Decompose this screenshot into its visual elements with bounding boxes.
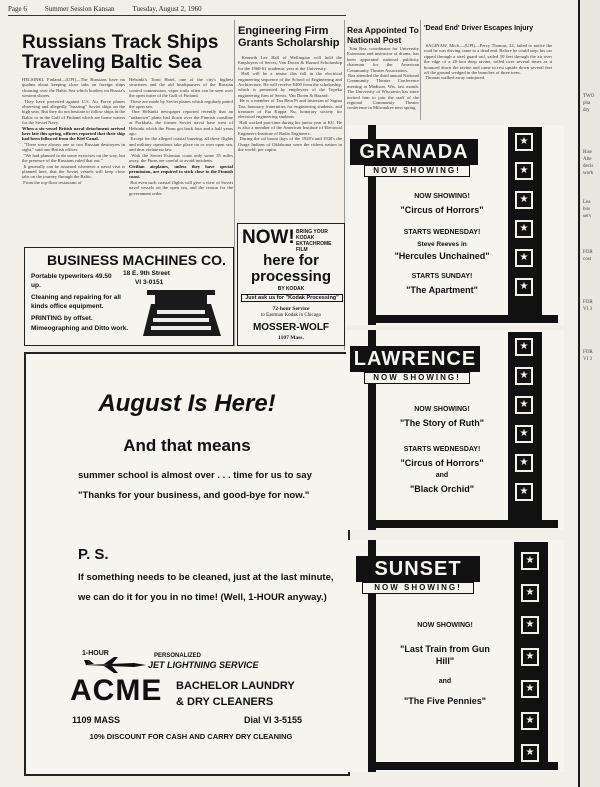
star-icon: ★ <box>515 162 533 180</box>
ad-line: Portable typewriters 49.50 <box>31 273 112 280</box>
ad-phone: VI 3-0151 <box>135 279 164 286</box>
paragraph-bold: When a six-vessel British naval detachment arrived here late this spring, officers reported that their ship had been followed from the Kiel Canal. <box>22 125 125 142</box>
paragraph: But even such coastal flights will give a view of Soviet naval vessels on the open sea, and the reason for the government order. <box>129 179 233 196</box>
paragraph: From the top-floor restaurant of <box>23 179 82 185</box>
ad-subheadline: And that means <box>123 436 251 455</box>
ad-bachelor: BACHELOR LAUNDRY <box>176 680 295 692</box>
headline-rea: Rea Appointed To National Post <box>347 25 419 45</box>
paragraph: Helsinki's Torni Hotel, one of the city's highest structures and the old headquarters of the Russian control commission, vapor trails often can be seen over the open water of the Gulf of Finland. <box>129 77 233 99</box>
article-dead-end <box>424 43 552 119</box>
theatre-now-showing: NOW SHOWING! <box>364 165 470 177</box>
jet-plane-icon <box>84 657 146 673</box>
paragraph: Tom Rea, coordinator for University Extension and instructor of drama, has been appointed national publicity chairman for the American Community Theater Association. <box>347 46 419 73</box>
kodak-ad <box>237 223 345 346</box>
theatre-name: SUNSET <box>356 556 480 582</box>
article-engineering <box>238 55 342 221</box>
star-icon: ★ <box>515 191 533 209</box>
star-icon: ★ <box>521 648 539 666</box>
page-header <box>8 5 346 16</box>
star-icon: ★ <box>515 396 533 414</box>
paragraph: Hall worked part-time during his junior year at KU. He is also a member of the American Institute of Electrical Engineers-Institute of Radio Engineers. <box>238 119 342 136</box>
ad-line: up. <box>31 282 41 289</box>
headline-engineering: Engineering Firm Grants Scholarship <box>238 25 340 49</box>
paragraph: With the Soviet Estonian coast only some 35 miles away, the Finns are careful to avoid incidents. <box>129 152 233 164</box>
listing-label: STARTS WEDNESDAY! <box>403 229 481 236</box>
issue-date: Tuesday, August 2, 1960 <box>132 5 202 13</box>
paragraph: It generally can be assumed whenever a naval visit is planned here, that the Soviet vessels will keep close tabs on the journey through the Baltic. <box>22 163 125 180</box>
paper-name: Summer Session Kansan <box>44 5 115 13</box>
adjacent-page-edge: TWO pha dry Rise Alte decis work Lea bus serv FOR cost FOR VI 3 FOR VI 3 <box>578 0 600 787</box>
theatre-ad-sunset <box>346 540 564 772</box>
kodak-by: BY KODAK <box>277 286 305 292</box>
film-star: Steve Reeves in <box>417 241 467 248</box>
column-rule <box>420 20 421 120</box>
paragraph-bold: Civilian airplanes, unless they have special permission, are required to stick close to the Finnish coast. <box>129 163 233 180</box>
headline-russians: Russians Track Ships Traveling Baltic Sea <box>22 32 219 73</box>
film-title: "Hercules Unchained" <box>394 251 490 261</box>
listing-label: STARTS SUNDAY! <box>411 273 473 280</box>
headline-dead-end: 'Dead End' Driver Escapes Injury <box>424 25 534 32</box>
star-icon: ★ <box>521 616 539 634</box>
acme-cleaners-ad <box>24 352 350 776</box>
theatre-ad-granada <box>346 125 564 325</box>
film-strip <box>508 332 542 528</box>
theatre-name: GRANADA <box>350 139 478 165</box>
ad-dial: Dial VI 3-5155 <box>244 715 303 725</box>
star-icon: ★ <box>521 552 539 570</box>
ad-headline: August Is Here! <box>98 390 276 417</box>
paragraph: During the oil boom days of the 1920's and 1930's the Osage Indians of Oklahoma were the richest nation in the world, per capita. <box>238 136 342 152</box>
listing-label: NOW SHOWING! <box>414 406 470 413</box>
film-title: "Last Train from Gun <box>400 644 490 654</box>
ad-dry-cleaners: & DRY CLEANERS <box>176 696 274 708</box>
star-icon: ★ <box>521 680 539 698</box>
theatre-ad-lawrence <box>346 330 564 530</box>
kodak-processing: processing <box>250 268 332 285</box>
conjunction: and <box>435 472 449 479</box>
ad-paragraph: summer school is almost over . . . time for us to say "Thanks for your business, and good-bye for now." <box>78 470 312 501</box>
theatre-name: LAWRENCE <box>350 346 480 372</box>
ad-acme-logo: ACME <box>70 674 163 707</box>
film-title: "The Story of Ruth" <box>399 418 485 428</box>
paragraph: Thomas walked away uninjured. <box>425 75 486 81</box>
paragraph: Hall will be a senior this fall in the electrical engineering sequence of the School of Engineering and Architecture. He will receive $400 from the scholarship, which is presented by employees of the Topeka engineering firm of Servis, Van Doren & Hazard. <box>238 71 342 98</box>
ad-line: Cleaning and repairing for all kinds office equipment. <box>31 294 121 310</box>
film-title: "The Apartment" <box>406 285 478 295</box>
conjunction: and <box>438 678 452 685</box>
star-icon: ★ <box>521 744 539 762</box>
kodak-service: 72-hour Service <box>272 306 310 312</box>
star-icon: ★ <box>521 712 539 730</box>
ad-address: 1109 MASS <box>72 715 121 725</box>
ad-jet-service: JET LIGHTNING SERVICE <box>148 660 259 670</box>
paragraph: These are made by Soviet planes which regularly patrol the open sea. <box>129 98 233 110</box>
star-icon: ★ <box>515 425 533 443</box>
ad-address: 18 E. 9th Street <box>123 270 170 277</box>
ad-line: Mimeographing and Ditto work. <box>31 325 129 332</box>
ad-line: PRINTING by offset. <box>31 315 93 322</box>
theatre-now-showing: NOW SHOWING! <box>364 372 470 384</box>
star-icon: ★ <box>515 220 533 238</box>
column-rule <box>234 20 235 346</box>
kodak-store: MOSSER-WOLF <box>252 322 330 333</box>
paragraph: "We had planned to do some exercises on the way, but the presence of the Russians ruled that out." <box>22 152 125 164</box>
page-number: Page 6 <box>8 5 27 13</box>
listing-label: NOW SHOWING! <box>414 193 470 200</box>
article-rea <box>347 46 419 118</box>
ad-ps: P. S. <box>78 546 109 563</box>
film-title: "Circus of Horrors" <box>400 458 484 468</box>
film-strip <box>508 127 542 323</box>
film-title: "Black Orchid" <box>409 484 475 494</box>
paragraph: SAGINAW, Mich.—(UPI)—Percy Thomas, 24, failed to notice the road he was driving came to a dead end. Before he could stop, his car ripped through a steel guard rail, sailed 50 feet through the air over the edge of a 20-foot deep ravine, rolled over several times as it bounced down the ravine and came to rest upside down several feet off the ground wedged in the branches of three trees. <box>424 43 552 76</box>
ad-title: BUSINESS MACHINES CO. <box>47 252 226 268</box>
listing-label: NOW SHOWING! <box>417 622 473 629</box>
paragraph: Except for the alleged coastal buzzing, all these flights and military operations take place on or over open sea, and thus violate no law. <box>129 136 233 153</box>
film-title: "Circus of Horrors" <box>400 205 484 215</box>
ad-discount: 10% DISCOUNT FOR CASH AND CARRY DRY CLEANING <box>89 732 293 741</box>
article-russians-col1 <box>22 77 125 245</box>
paragraph: Rea attended the third annual National Community Theater Conference meeting at Madison, Wis. last month. The University of Wisconsin has since invited him to join the staff of the regional Community Theater conference in Milwaukee next spring. <box>347 73 419 111</box>
star-icon: ★ <box>515 454 533 472</box>
film-title: "The Five Pennies" <box>403 696 487 706</box>
business-machines-ad <box>24 247 234 346</box>
paragraph: He is a member of Tau Beta Pi and historian of Sigma Tau, honorary fraternities for engineering students, and treasurer of Eta Kappa Nu, honorary society for electrical engineering students. <box>238 98 342 120</box>
film-strip <box>514 542 548 770</box>
star-icon: ★ <box>521 584 539 602</box>
kodak-here-for: here for <box>263 252 319 269</box>
star-icon: ★ <box>515 367 533 385</box>
kodak-now: NOW! <box>242 227 295 248</box>
typewriter-icon <box>133 286 227 340</box>
listing-label: STARTS WEDNESDAY! <box>403 446 481 453</box>
star-icon: ★ <box>515 483 533 501</box>
paragraph: HELSINKI, Finland—(UPI)—The Russians have no qualms about keeping close tabs on foreign ships churning over the Baltic Sea which borders on Russia's western shores. <box>22 77 125 99</box>
paragraph: One Helsinki newspaper reported recently that an "unknown" plane had flown over the Finnish coastline at Porkkala, the former Soviet naval base west of Helsinki which the Finns got back four and a half years ago. <box>129 109 233 137</box>
ad-paragraph: If something needs to be cleaned, just at the last minute, we can do it for you in no time! (Well, 1-HOUR anyway.) <box>78 572 334 603</box>
film-title-cont: Hill" <box>435 656 455 666</box>
kodak-just-ask: Just ask us for "Kodak Processing" <box>241 294 343 302</box>
article-russians-col2 <box>129 77 233 245</box>
star-icon: ★ <box>515 249 533 267</box>
theatre-now-showing: NOW SHOWING! <box>362 582 474 594</box>
paragraph: Kenneth Lee Hall of Wellington will hold the Employers of Servis, Van Doren & Hazard Scholarship for the 1960-61 academic year at the University. <box>238 55 342 71</box>
ad-personalized: PERSONALIZED <box>154 653 202 659</box>
kodak-address: 1107 Mass. <box>278 335 304 341</box>
star-icon: ★ <box>515 133 533 151</box>
star-icon: ★ <box>515 278 533 296</box>
kodak-bring: BRING YOUR KODAK EKTACHROME FILM <box>296 229 332 253</box>
paragraph: They have protested against U.S. Air Force planes observing and allegedly "buzzing" Soviet ships on the high seas. But they do not hesitate to follow ships in the Baltic or in the Gulf of Finland which are home waters for the Soviet Navy. <box>22 98 125 126</box>
star-icon: ★ <box>515 338 533 356</box>
kodak-service2: to Eastman Kodak in Chicago <box>261 313 321 318</box>
paragraph: "There were always one or two Russian destroyers in sight," said one British officer. <box>22 141 125 153</box>
ad-one-hour: 1-HOUR <box>82 650 109 657</box>
